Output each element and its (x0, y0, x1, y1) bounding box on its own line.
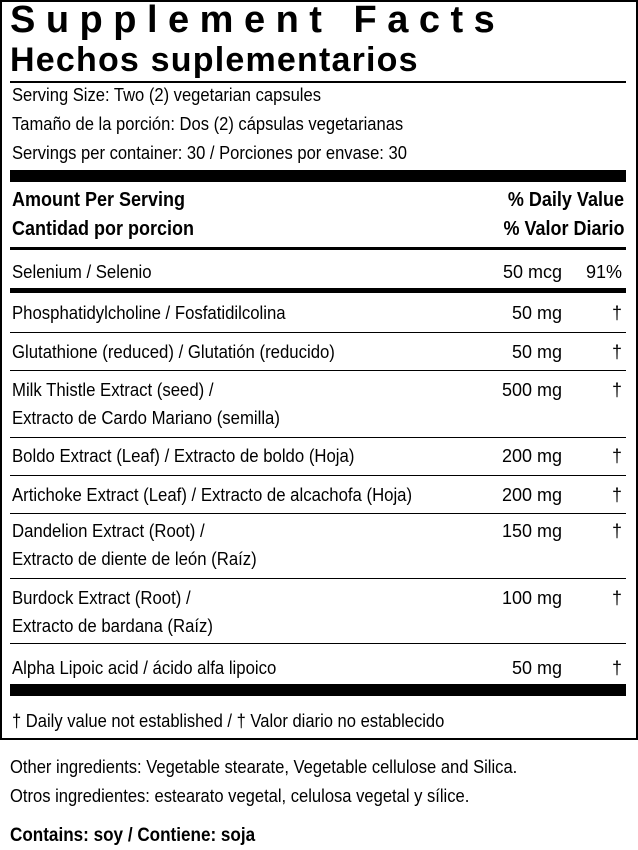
nutrient-amount: 50 mg (511, 303, 562, 323)
nutrient-daily-value: † (611, 303, 622, 323)
nutrient-amount: 500 mg (501, 380, 562, 400)
nutrient-amount: 200 mg (501, 485, 562, 505)
other-ingredients-es: Otros ingredientes: estearato vegetal, celulosa vegetal y sílice. (10, 786, 470, 806)
serving-size-es: Tamaño de la porción: Dos (2) cápsulas vegetarianas (12, 114, 404, 134)
nutrient-daily-value: 91% (585, 262, 622, 282)
row-separator (10, 370, 626, 371)
nutrient-name: Milk Thistle Extract (seed) / (12, 380, 214, 400)
amount-per-serving-en: Amount Per Serving (12, 189, 186, 211)
nutrient-name: Artichoke Extract (Leaf) / Extracto de alcachofa (Hoja) (12, 485, 413, 505)
nutrient-amount: 100 mg (501, 588, 562, 608)
nutrient-amount: 50 mcg (502, 262, 562, 282)
footnote: † Daily value not established / † Valor diario no establecido (12, 711, 445, 731)
nutrient-amount: 50 mg (511, 342, 562, 362)
nutrient-amount: 150 mg (501, 521, 562, 541)
row-separator (10, 643, 626, 644)
nutrient-amount: 50 mg (511, 658, 562, 678)
nutrient-daily-value: † (611, 380, 622, 400)
serving-size-en: Serving Size: Two (2) vegetarian capsules (12, 85, 321, 105)
divider (10, 247, 626, 250)
nutrient-amount: 200 mg (501, 446, 562, 466)
title-spanish: Hechos suplementarios (10, 41, 419, 79)
nutrient-daily-value: † (611, 446, 622, 466)
nutrient-daily-value: † (611, 521, 622, 541)
nutrient-name-continued: Extracto de bardana (Raíz) (12, 616, 213, 636)
row-separator (10, 475, 626, 476)
nutrient-name: Burdock Extract (Root) / (12, 588, 191, 608)
nutrient-daily-value: † (611, 485, 622, 505)
nutrient-name: Dandelion Extract (Root) / (12, 521, 205, 541)
row-separator (10, 513, 626, 514)
nutrient-name: Alpha Lipoic acid / ácido alfa lipoico (12, 658, 277, 678)
thick-divider (10, 684, 626, 696)
row-separator (10, 578, 626, 579)
nutrient-daily-value: † (611, 342, 622, 362)
nutrient-name-continued: Extracto de diente de león (Raíz) (12, 549, 257, 569)
nutrient-name: Glutathione (reduced) / Glutatión (reducido) (12, 342, 335, 362)
nutrient-name-continued: Extracto de Cardo Mariano (semilla) (12, 408, 280, 428)
thick-divider (10, 170, 626, 182)
servings-per-container: Servings per container: 30 / Porciones por envase: 30 (12, 143, 407, 163)
row-separator (10, 332, 626, 333)
nutrient-daily-value: † (611, 658, 622, 678)
title-english: Supplement Facts (10, 0, 506, 41)
daily-value-en: % Daily Value (507, 189, 624, 211)
nutrient-name: Selenium / Selenio (12, 262, 152, 282)
divider (10, 288, 626, 293)
nutrient-name: Phosphatidylcholine / Fosfatidilcolina (12, 303, 286, 323)
row-separator (10, 437, 626, 438)
nutrient-name: Boldo Extract (Leaf) / Extracto de boldo (Hoja) (12, 446, 355, 466)
nutrient-daily-value: † (611, 588, 622, 608)
other-ingredients-en: Other ingredients: Vegetable stearate, Vegetable cellulose and Silica. (10, 757, 518, 777)
amount-per-serving-es: Cantidad por porcion (12, 218, 194, 240)
allergen-statement: Contains: soy / Contiene: soja (10, 825, 256, 846)
divider (10, 81, 626, 83)
daily-value-es: % Valor Diario (502, 218, 624, 240)
